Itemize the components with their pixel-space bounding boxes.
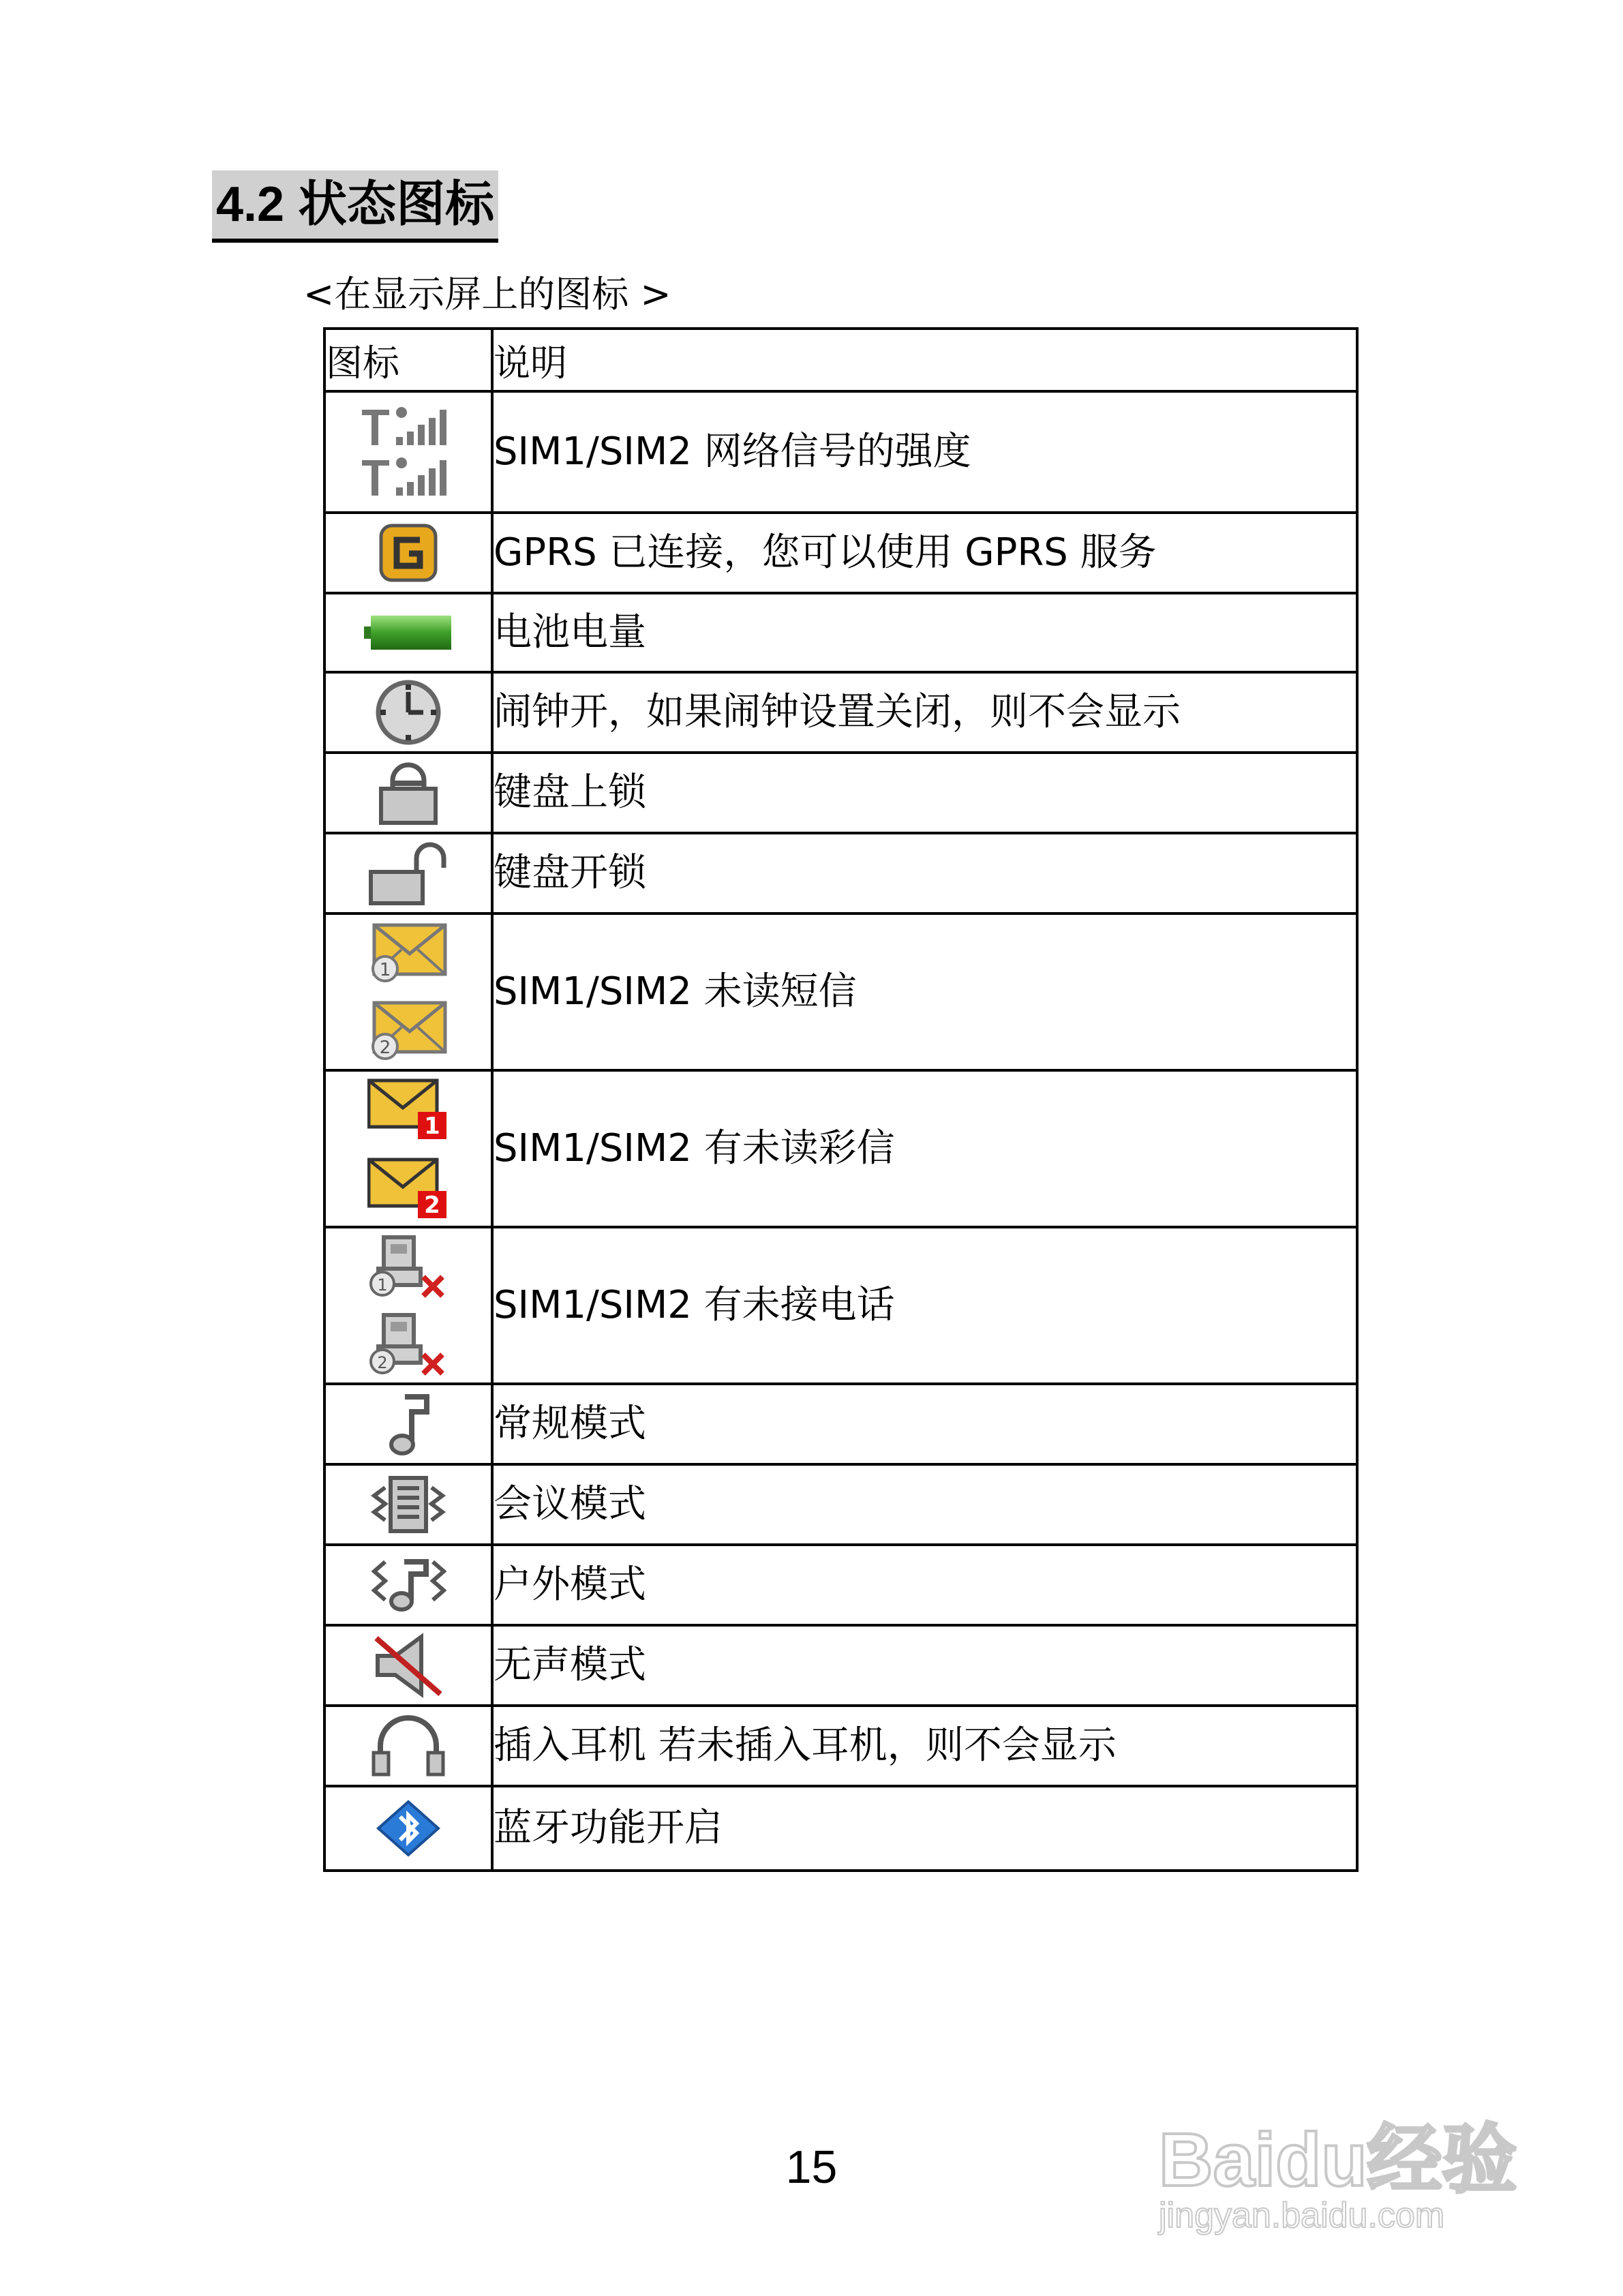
table-row [324,672,1357,753]
table-row [324,391,1357,513]
watermark-brand: Baidu经验 [1159,2118,1517,2202]
table-row [324,753,1357,833]
description-cell: 户外模式 [492,1545,1357,1625]
description-cell: SIM1/SIM2 网络信号的强度 [492,391,1357,513]
description-cell: SIM1/SIM2 有未接电话 [492,1227,1357,1384]
table-row [324,593,1357,672]
table-row [324,913,1357,1070]
header-icon: 图标 [324,329,492,391]
icon-cell [324,833,492,913]
outdoor-mode-icon [370,1555,446,1615]
description-cell: SIM1/SIM2 未读短信 [492,913,1357,1070]
icon-cell [324,1706,492,1786]
description-cell: 常规模式 [492,1384,1357,1464]
description-cell: 蓝牙功能开启 [492,1786,1357,1871]
unread-mms-icon [367,1157,449,1220]
table-row [324,513,1357,593]
alarm-clock-icon [374,678,442,746]
headset-icon [371,1715,446,1777]
table-caption: <在显示屏上的图标 > [303,273,671,316]
table-row [324,1070,1357,1227]
description-cell: 闹钟开，如果闹钟设置关闭，则不会显示 [492,672,1357,753]
sim-number-label: 1 [377,1275,388,1295]
icon-cell [324,1227,492,1384]
page-number: 15 [785,2141,838,2193]
icon-cell [324,1786,492,1871]
description-cell: 电池电量 [492,593,1357,672]
header-description: 说明 [492,329,1357,391]
music-note-icon [384,1391,432,1457]
bluetooth-icon [376,1799,441,1858]
description-cell: SIM1/SIM2 有未读彩信 [492,1070,1357,1227]
signal-strength-icon [361,456,456,498]
section-heading: 4.2 状态图标 [212,170,498,243]
icon-cell [324,1070,492,1227]
unread-mms-icon [367,1078,449,1141]
table-row [324,1384,1357,1464]
icon-cell [324,1625,492,1706]
icon-cell [324,1464,492,1545]
sim-number-label: 2 [377,1353,388,1372]
missed-call-icon [367,1235,449,1299]
silent-mode-icon [371,1633,446,1698]
icon-cell [324,1384,492,1464]
table-row [324,1786,1357,1871]
table-row [324,1464,1357,1545]
missed-call-icon [367,1312,449,1376]
description-cell: GPRS 已连接，您可以使用 GPRS 服务 [492,513,1357,593]
sim-number-label: 2 [424,1192,440,1219]
unread-sms-icon [369,1000,448,1061]
unlock-icon [367,841,449,906]
battery-icon [364,610,453,655]
sim-number-label: 2 [379,1038,391,1058]
lock-icon [378,760,439,826]
icon-cell [324,593,492,672]
signal-strength-icon [361,406,456,448]
icon-cell [324,1545,492,1625]
icon-cell [324,391,492,513]
icon-cell [324,672,492,753]
table-row [324,1706,1357,1786]
unread-sms-icon [369,922,448,984]
icon-cell [324,753,492,833]
table-row [324,1625,1357,1706]
watermark-url: jingyan.baidu.com [1159,2196,1445,2235]
description-cell: 会议模式 [492,1464,1357,1545]
description-cell: 插入耳机 若未插入耳机，则不会显示 [492,1706,1357,1786]
table-row [324,1545,1357,1625]
sim-number-label: 1 [424,1113,440,1140]
watermark [1159,2072,1541,2250]
icon-cell [324,913,492,1070]
table-header-row [324,329,1357,391]
meeting-mode-icon [370,1475,446,1534]
icon-cell [324,513,492,593]
gprs-icon [379,524,438,582]
table-row [324,833,1357,913]
description-cell: 键盘开锁 [492,833,1357,913]
description-cell: 无声模式 [492,1625,1357,1706]
table-row [324,1227,1357,1384]
sim-number-label: 1 [379,960,391,980]
status-icons-table [323,327,1359,1872]
description-cell: 键盘上锁 [492,753,1357,833]
